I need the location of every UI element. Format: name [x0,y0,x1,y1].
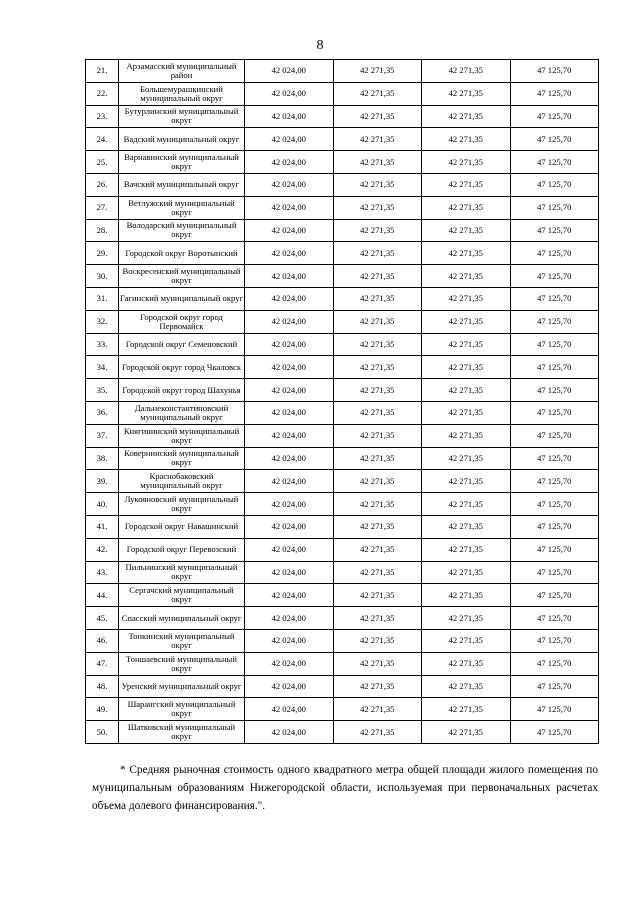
table-row [86,470,599,493]
row-number-cell: 34. [86,356,119,379]
row-number-cell: 21. [86,60,119,83]
value-cell: 42 271,35 [422,584,511,607]
row-number-cell: 29. [86,242,119,265]
value-cell: 42 271,35 [333,287,422,310]
row-number-cell: 38. [86,447,119,470]
row-number-cell: 31. [86,287,119,310]
value-cell: 42 271,35 [422,607,511,630]
row-number-cell: 46. [86,629,119,652]
row-number-cell: 48. [86,675,119,698]
value-cell: 42 271,35 [422,333,511,356]
value-cell: 42 271,35 [333,675,422,698]
value-cell: 47 125,70 [510,493,599,516]
value-cell: 42 271,35 [422,698,511,721]
value-cell: 42 271,35 [333,265,422,288]
municipality-cell: Дальнеконстантиновский муниципальный округ [119,401,245,424]
value-cell: 42 024,00 [245,105,334,128]
value-cell: 42 271,35 [422,151,511,174]
value-cell: 42 271,35 [422,242,511,265]
value-cell: 42 271,35 [333,60,422,83]
municipality-cell: Уренский муниципальный округ [119,675,245,698]
value-cell: 42 271,35 [422,424,511,447]
row-number-cell: 32. [86,310,119,333]
value-cell: 47 125,70 [510,196,599,219]
municipality-cell: Ковернинский муниципальный округ [119,447,245,470]
municipality-cell: Тоншаевский муниципальный округ [119,652,245,675]
row-number-cell: 25. [86,151,119,174]
value-cell: 42 271,35 [333,561,422,584]
value-cell: 42 271,35 [422,356,511,379]
municipality-cell: Гагинский муниципальный округ [119,287,245,310]
municipality-cell: Варнавинский муниципальный округ [119,151,245,174]
value-cell: 42 271,35 [333,151,422,174]
table-row [86,698,599,721]
value-cell: 42 024,00 [245,401,334,424]
municipality-cell: Ветлужский муниципальный округ [119,196,245,219]
value-cell: 42 271,35 [333,584,422,607]
value-cell: 42 271,35 [422,561,511,584]
row-number-cell: 41. [86,515,119,538]
row-number-cell: 23. [86,105,119,128]
value-cell: 42 271,35 [333,379,422,402]
value-cell: 42 271,35 [422,652,511,675]
municipality-cell: Арзамасский муниципальный район [119,60,245,83]
value-cell: 42 271,35 [422,515,511,538]
table-row [86,721,599,744]
row-number-cell: 28. [86,219,119,242]
value-cell: 47 125,70 [510,470,599,493]
value-cell: 42 024,00 [245,447,334,470]
value-cell: 47 125,70 [510,584,599,607]
table-row [86,219,599,242]
value-cell: 47 125,70 [510,652,599,675]
value-cell: 47 125,70 [510,60,599,83]
value-cell: 42 024,00 [245,538,334,561]
row-number-cell: 30. [86,265,119,288]
value-cell: 42 024,00 [245,82,334,105]
row-number-cell: 35. [86,379,119,402]
table-row [86,675,599,698]
value-cell: 47 125,70 [510,447,599,470]
row-number-cell: 22. [86,82,119,105]
value-cell: 42 271,35 [422,675,511,698]
row-number-cell: 40. [86,493,119,516]
row-number-cell: 26. [86,173,119,196]
table-row [86,105,599,128]
value-cell: 42 024,00 [245,584,334,607]
value-cell: 42 024,00 [245,219,334,242]
value-cell: 47 125,70 [510,607,599,630]
value-cell: 42 024,00 [245,265,334,288]
value-cell: 47 125,70 [510,379,599,402]
housing-cost-table [85,59,599,744]
value-cell: 47 125,70 [510,287,599,310]
value-cell: 42 271,35 [333,356,422,379]
municipality-cell: Шарангский муниципальный округ [119,698,245,721]
page-number: 8 [316,38,324,53]
table-row [86,310,599,333]
value-cell: 42 024,00 [245,333,334,356]
table-row [86,82,599,105]
value-cell: 42 024,00 [245,173,334,196]
value-cell: 42 271,35 [333,470,422,493]
value-cell: 42 271,35 [333,105,422,128]
table-row [86,584,599,607]
row-number-cell: 43. [86,561,119,584]
value-cell: 42 271,35 [422,287,511,310]
value-cell: 47 125,70 [510,333,599,356]
value-cell: 42 271,35 [422,219,511,242]
value-cell: 42 271,35 [422,721,511,744]
value-cell: 42 271,35 [422,538,511,561]
value-cell: 42 271,35 [422,629,511,652]
value-cell: 42 024,00 [245,629,334,652]
value-cell: 42 271,35 [333,721,422,744]
value-cell: 47 125,70 [510,401,599,424]
value-cell: 47 125,70 [510,424,599,447]
value-cell: 42 271,35 [422,265,511,288]
table-row [86,151,599,174]
municipality-cell: Городской округ город Первомайск [119,310,245,333]
value-cell: 42 271,35 [333,173,422,196]
value-cell: 42 024,00 [245,698,334,721]
row-number-cell: 27. [86,196,119,219]
municipality-cell: Тонкинский муниципальный округ [119,629,245,652]
table-body [86,60,599,744]
value-cell: 42 024,00 [245,515,334,538]
value-cell: 47 125,70 [510,356,599,379]
value-cell: 42 271,35 [333,447,422,470]
value-cell: 42 271,35 [333,629,422,652]
table-row [86,607,599,630]
row-number-cell: 42. [86,538,119,561]
municipality-cell: Городской округ город Шахунья [119,379,245,402]
value-cell: 42 271,35 [333,652,422,675]
value-cell: 42 271,35 [422,310,511,333]
value-cell: 42 024,00 [245,561,334,584]
value-cell: 42 271,35 [333,128,422,151]
value-cell: 47 125,70 [510,698,599,721]
table-row [86,447,599,470]
row-number-cell: 36. [86,401,119,424]
value-cell: 42 271,35 [422,82,511,105]
row-number-cell: 45. [86,607,119,630]
value-cell: 42 271,35 [333,515,422,538]
value-cell: 47 125,70 [510,242,599,265]
row-number-cell: 47. [86,652,119,675]
value-cell: 42 271,35 [333,493,422,516]
table-row [86,196,599,219]
value-cell: 42 271,35 [333,242,422,265]
value-cell: 42 271,35 [333,219,422,242]
value-cell: 42 024,00 [245,675,334,698]
value-cell: 42 024,00 [245,242,334,265]
value-cell: 42 271,35 [333,401,422,424]
value-cell: 42 271,35 [333,538,422,561]
value-cell: 42 271,35 [422,128,511,151]
municipality-cell: Городской округ город Чкаловск [119,356,245,379]
value-cell: 42 271,35 [333,424,422,447]
municipality-cell: Сергачский муниципальный округ [119,584,245,607]
value-cell: 42 024,00 [245,493,334,516]
municipality-cell: Княгининский муниципальный округ [119,424,245,447]
table-row [86,265,599,288]
value-cell: 42 271,35 [333,196,422,219]
value-cell: 42 024,00 [245,287,334,310]
table-row [86,356,599,379]
table-row [86,493,599,516]
value-cell: 42 271,35 [422,196,511,219]
value-cell: 47 125,70 [510,721,599,744]
value-cell: 47 125,70 [510,675,599,698]
value-cell: 42 024,00 [245,470,334,493]
row-number-cell: 37. [86,424,119,447]
value-cell: 47 125,70 [510,515,599,538]
municipality-cell: Городской округ Семеновский [119,333,245,356]
table-row [86,629,599,652]
value-cell: 47 125,70 [510,128,599,151]
value-cell: 47 125,70 [510,538,599,561]
value-cell: 42 024,00 [245,607,334,630]
table-row [86,401,599,424]
value-cell: 42 271,35 [422,60,511,83]
value-cell: 42 024,00 [245,128,334,151]
table-row [86,173,599,196]
municipality-cell: Большемурашкинский муниципальный округ [119,82,245,105]
value-cell: 47 125,70 [510,219,599,242]
municipality-cell: Краснобаковский муниципальный округ [119,470,245,493]
row-number-cell: 44. [86,584,119,607]
row-number-cell: 49. [86,698,119,721]
value-cell: 42 024,00 [245,356,334,379]
value-cell: 42 271,35 [333,310,422,333]
value-cell: 42 024,00 [245,310,334,333]
value-cell: 42 271,35 [333,698,422,721]
value-cell: 42 271,35 [333,333,422,356]
value-cell: 47 125,70 [510,151,599,174]
table-row [86,287,599,310]
table-row [86,128,599,151]
table-row [86,242,599,265]
value-cell: 42 024,00 [245,379,334,402]
footnote [92,761,598,815]
value-cell: 47 125,70 [510,310,599,333]
table-row [86,652,599,675]
municipality-cell: Городской округ Навашинский [119,515,245,538]
value-cell: 47 125,70 [510,82,599,105]
value-cell: 47 125,70 [510,561,599,584]
value-cell: 42 271,35 [422,447,511,470]
value-cell: 42 271,35 [422,470,511,493]
value-cell: 42 271,35 [422,105,511,128]
value-cell: 42 271,35 [422,401,511,424]
municipality-cell: Вадский муниципальный округ [119,128,245,151]
table-row [86,424,599,447]
municipality-cell: Вачский муниципальный округ [119,173,245,196]
value-cell: 47 125,70 [510,173,599,196]
municipality-cell: Шатковский муниципальный округ [119,721,245,744]
row-number-cell: 50. [86,721,119,744]
municipality-cell: Воскресенский муниципальный округ [119,265,245,288]
table-row [86,515,599,538]
value-cell: 47 125,70 [510,265,599,288]
value-cell: 42 024,00 [245,424,334,447]
value-cell: 47 125,70 [510,105,599,128]
table-row [86,561,599,584]
value-cell: 42 271,35 [422,379,511,402]
row-number-cell: 24. [86,128,119,151]
municipality-cell: Пильнинский муниципальный округ [119,561,245,584]
value-cell: 42 271,35 [422,493,511,516]
value-cell: 42 024,00 [245,60,334,83]
value-cell: 42 271,35 [422,173,511,196]
municipality-cell: Городской округ Воротынский [119,242,245,265]
value-cell: 42 271,35 [333,82,422,105]
table-row [86,538,599,561]
row-number-cell: 39. [86,470,119,493]
table-row [86,60,599,83]
municipality-cell: Спасский муниципальный округ [119,607,245,630]
municipality-cell: Лукояновский муниципальный округ [119,493,245,516]
value-cell: 42 024,00 [245,652,334,675]
value-cell: 42 024,00 [245,196,334,219]
value-cell: 47 125,70 [510,629,599,652]
municipality-cell: Городской округ Перевозский [119,538,245,561]
table-row [86,333,599,356]
footnote-text: * Средняя рыночная стоимость одного квадратного метра общей площади жилого помещения по муниципальным образованиям Нижегородской области, используемая при первоначальных расчетах объема долевого финансирования.". [92,764,598,812]
row-number-cell: 33. [86,333,119,356]
table-row [86,379,599,402]
value-cell: 42 271,35 [333,607,422,630]
municipality-cell: Володарский муниципальный округ [119,219,245,242]
municipality-cell: Бутурлинский муниципальный округ [119,105,245,128]
value-cell: 42 024,00 [245,721,334,744]
value-cell: 42 024,00 [245,151,334,174]
